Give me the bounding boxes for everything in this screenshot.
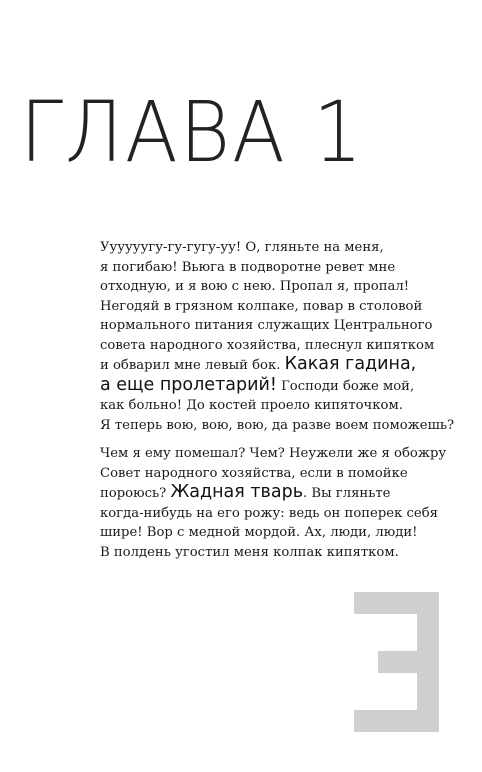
text-line-mixed [100,355,472,376]
paragraph-1 [100,238,472,435]
text-line-mixed [100,483,472,504]
paragraph-2 [100,444,472,562]
text-fragment: . Вы гляньте [303,486,391,501]
text-line: Чем я ему помешал? Чем? Неужели же я обожру [100,446,447,461]
emphasis-text: Какая гадина, [284,354,417,374]
text-line: нормального питания служащих Центрального [100,318,433,333]
text-line: Негодяй в грязном колпаке, повар в столовой [100,298,423,314]
digit-three-shape [354,592,439,732]
text-line: Я теперь вою, вою, вою, да разве воем поможешь? [100,417,455,433]
chapter-title: ГЛАВА 1 [20,83,365,181]
text-fragment: Господи боже мой, [281,378,415,394]
chapter-number-graphic [342,592,442,732]
text-line: Совет народного хозяйства, если в помойке [100,465,408,481]
text-line: шире! Вор с медной мордой. Ах, люди, люди! [100,525,418,540]
text-fragment: и обварил мне левый бок. [100,358,281,373]
text-line: я погибаю! Вьюга в подворотне ревет мне [100,259,396,275]
text-line: Уууууугу-гу-гугу-уу! О, гляньте на меня, [100,240,384,255]
text-fragment: пороюсь? [100,486,167,501]
text-line-mixed [100,376,472,397]
emphasis-text: а еще пролетарий! [100,374,277,395]
text-line: отходную, и я вою с нею. Пропал я, пропал! [100,279,410,294]
text-line: когда-нибудь на его рожу: ведь он поперек себя [100,505,438,521]
text-line: совета народного хозяйства, плеснул кипятком [100,337,435,353]
text-line: как больно! До костей проело кипяточком. [100,398,403,413]
text-line: В полдень угостил меня колпак кипятком. [100,544,399,560]
emphasis-text: Жадная тварь [170,482,304,502]
